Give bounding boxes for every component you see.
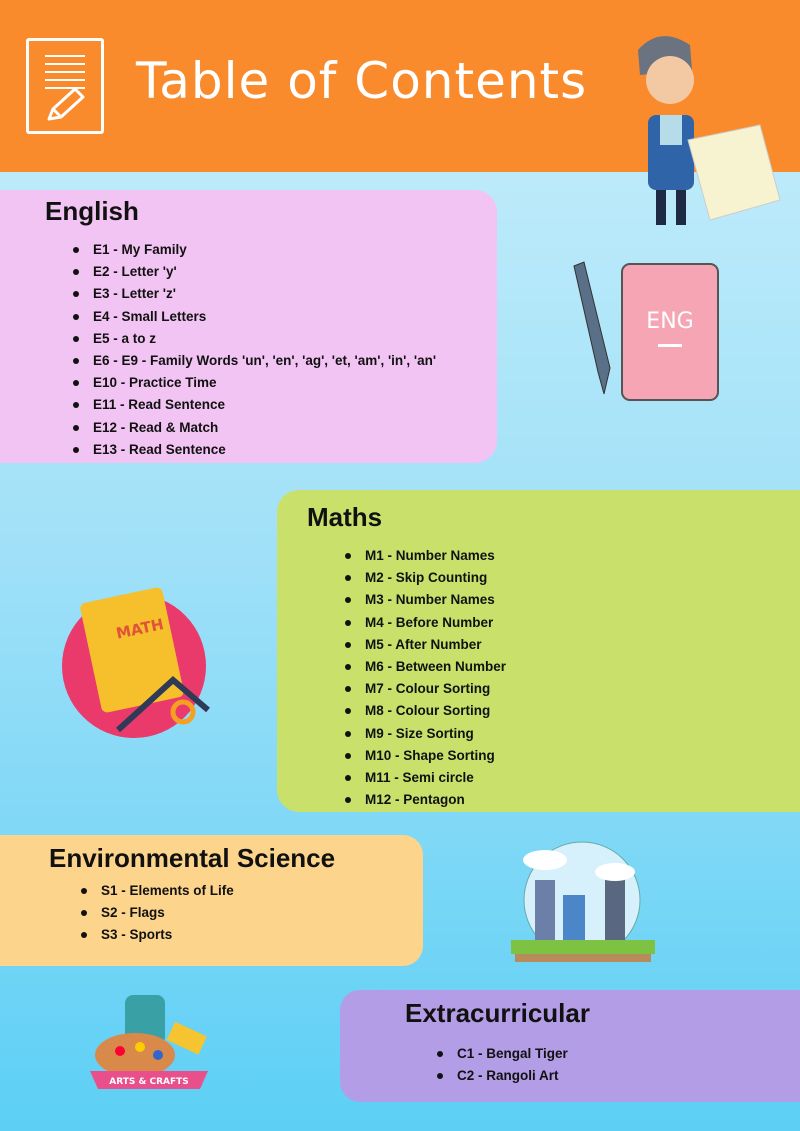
list-item: M3 - Number Names: [343, 589, 800, 611]
extracurricular-section: [340, 990, 800, 1102]
list-item: M12 - Pentagon: [343, 789, 800, 811]
extracurricular-heading: Extracurricular: [405, 998, 590, 1028]
list-item: M7 - Colour Sorting: [343, 678, 800, 700]
maths-heading: Maths: [307, 502, 383, 532]
svg-text:ARTS & CRAFTS: ARTS & CRAFTS: [109, 1077, 189, 1087]
page-title: Table of Contents: [136, 52, 588, 110]
list-item: E6 - E9 - Family Words 'un', 'en', 'ag', 'et, 'am', 'in', 'an': [71, 350, 497, 372]
city-globe-illustration: [505, 840, 660, 968]
list-item: S3 - Sports: [79, 924, 423, 946]
list-item: E4 - Small Letters: [71, 306, 497, 328]
teacher-illustration: [620, 30, 790, 230]
list-item: M10 - Shape Sorting: [343, 745, 800, 767]
list-item: C1 - Bengal Tiger: [435, 1043, 800, 1065]
list-item: E12 - Read & Match: [71, 417, 497, 439]
list-item: E13 - Read Sentence: [71, 439, 497, 461]
list-item: M6 - Between Number: [343, 656, 800, 678]
list-item: E10 - Practice Time: [71, 372, 497, 394]
list-item: M9 - Size Sorting: [343, 723, 800, 745]
maths-section: [277, 490, 800, 812]
list-item: E1 - My Family: [71, 239, 497, 261]
document-edit-icon: [26, 38, 104, 134]
list-item: S2 - Flags: [79, 902, 423, 924]
english-section: [0, 190, 497, 463]
arts-crafts-illustration: [80, 985, 220, 1103]
list-item: E5 - a to z: [71, 328, 497, 350]
list-item: M2 - Skip Counting: [343, 567, 800, 589]
list-item: M5 - After Number: [343, 634, 800, 656]
english-book-illustration: [570, 258, 720, 403]
svg-text:MATH: MATH: [114, 615, 166, 643]
math-book-illustration: [48, 580, 223, 740]
list-item: S1 - Elements of Life: [79, 880, 423, 902]
list-item: C2 - Rangoli Art: [435, 1065, 800, 1087]
list-item: E2 - Letter 'y': [71, 261, 497, 283]
list-item: E3 - Letter 'z': [71, 283, 497, 305]
list-item: M4 - Before Number: [343, 612, 800, 634]
list-item: M1 - Number Names: [343, 545, 800, 567]
list-item: E11 - Read Sentence: [71, 394, 497, 416]
evs-section: [0, 835, 423, 966]
list-item: M8 - Colour Sorting: [343, 700, 800, 722]
header: [0, 0, 800, 172]
evs-heading: Environmental Science: [49, 843, 336, 873]
list-item: M11 - Semi circle: [343, 767, 800, 789]
english-heading: English: [45, 196, 139, 226]
svg-text:ENG: ENG: [646, 309, 694, 334]
